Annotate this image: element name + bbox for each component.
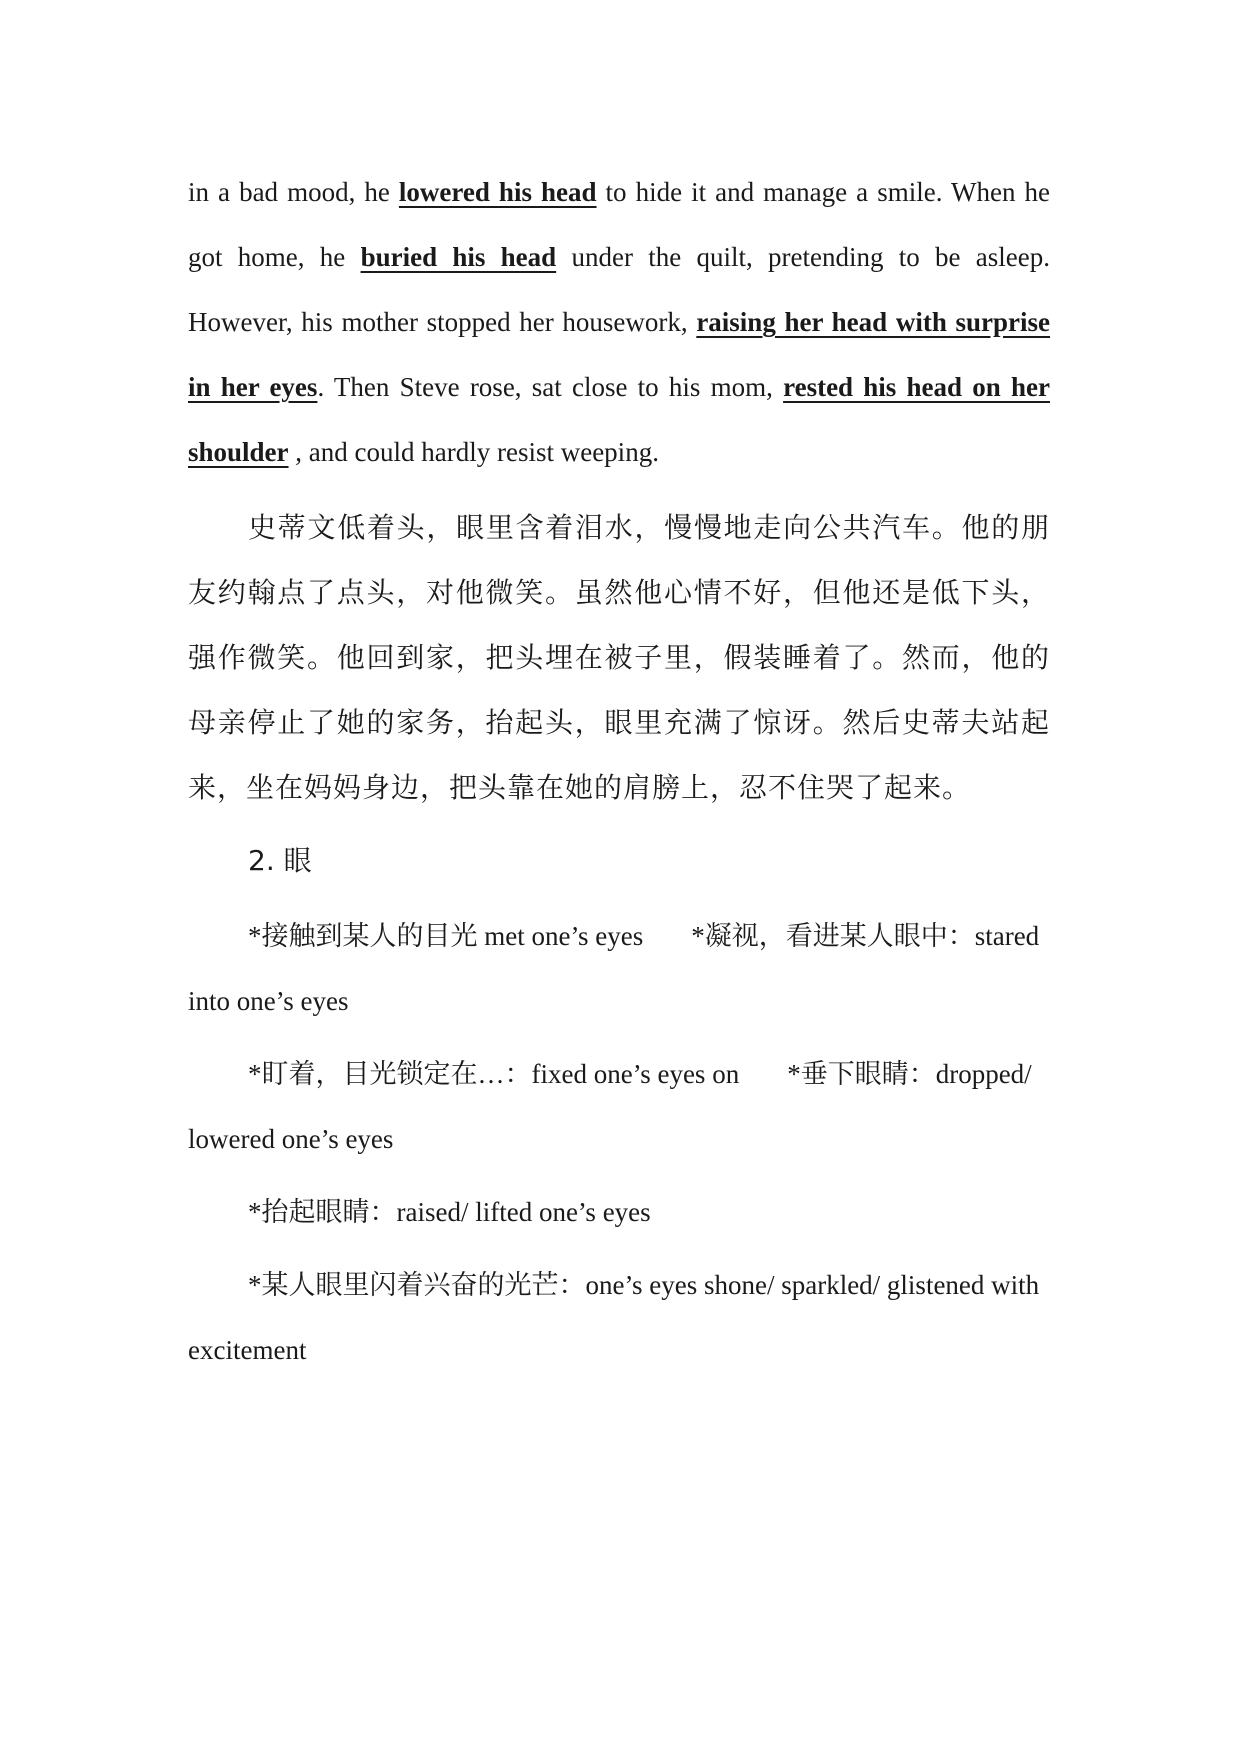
highlighted-phrase: lowered his head: [398, 177, 597, 207]
section-heading: 2. 眼: [248, 844, 312, 877]
vocab-entry: *垂下眼睛：dropped/ lowered one’s eyes: [188, 1059, 1032, 1154]
vocab-item: [188, 1253, 1050, 1383]
vocab-entry: *凝视，看进某人眼中：stared into one’s eyes: [188, 921, 1040, 1016]
text-segment: . Then Steve rose, sat close to his mom,: [317, 372, 784, 402]
text-segment: to hide it and manage a smile. When he got home, he: [188, 177, 1050, 272]
document-page: [188, 160, 1050, 1383]
vocab-entry: *接触到某人的目光 met one’s eyes: [248, 921, 644, 951]
text-segment: in a bad mood, he: [188, 177, 399, 207]
text-segment: under the quilt, pretending to be asleep. However, his mother stopped her housework,: [188, 242, 1051, 337]
chinese-translation-paragraph: 史蒂文低着头，眼里含着泪水，慢慢地走向公共汽车。他的朋友约翰点了点头，对他微笑。虽然他心情不好，但他还是低下头，强作微笑。他回到家，把头埋在被子里，假装睡着了。然而，他的母亲停止了她的家务，抬起头，眼里充满了惊讶。然后史蒂夫站起来，坐在妈妈身边，把头靠在她的肩膀上，忍不住哭了起来。: [188, 511, 1050, 804]
highlighted-phrase: buried his head: [360, 242, 557, 272]
vocab-item: [188, 904, 1050, 1034]
highlighted-phrase: raising her head with surprise in her eyes: [188, 307, 1051, 402]
vocab-item: [188, 1180, 1050, 1245]
text-segment: , and could hardly resist weeping.: [288, 437, 659, 467]
english-paragraph: [188, 160, 1050, 485]
vocab-item: [188, 1042, 1050, 1172]
vocab-entry: *某人眼里闪着兴奋的光芒：one’s eyes shone/ sparkled/ glistened with excitement: [188, 1270, 1040, 1365]
vocab-entry: *抬起眼睛：raised/ lifted one’s eyes: [248, 1197, 651, 1227]
highlighted-phrase: rested his head on her shoulder: [188, 372, 1050, 467]
vocab-entry: *盯着，目光锁定在…：fixed one’s eyes on: [248, 1059, 740, 1089]
